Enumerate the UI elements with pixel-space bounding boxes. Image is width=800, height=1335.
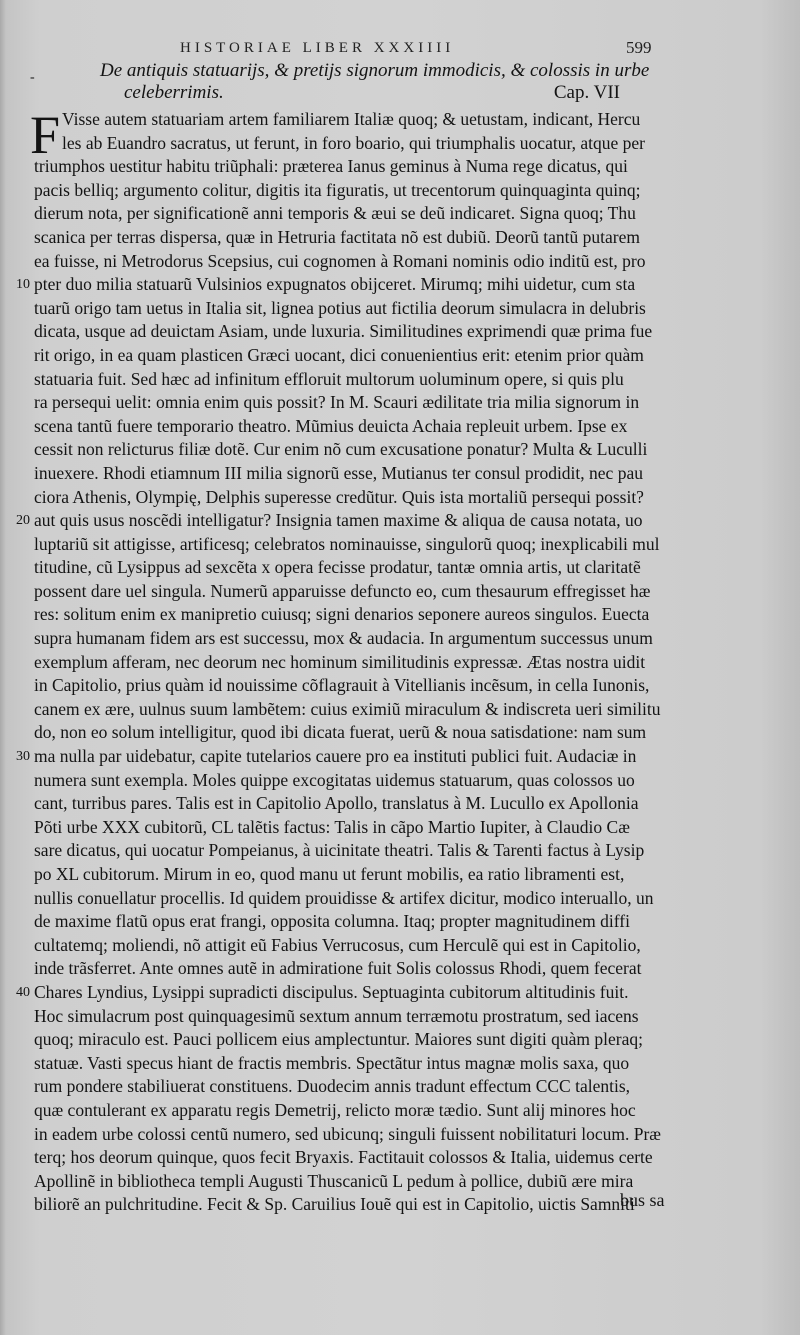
text-line: ma nulla par uidebatur, capite tutelarios cauere pro ea instituti publici fuit. Audaciæ in <box>34 746 637 767</box>
text-line: supra humanam fidem ars est successu, mox & audacia. In argumentum successus unum <box>34 628 653 649</box>
text-line: Visse autem statuariam artem familiarem Italiæ quoq; & uetustam, indicant, Hercu <box>62 109 641 129</box>
text-line: quæ contulerant ex apparatu regis Demetrij, relicto moræ tædio. Sunt alij minores hoc <box>34 1099 636 1120</box>
text-line: luptariũ sit attigisse, artificesq; celebratos nominauisse, singulorũ quoq; inexplicabili mul <box>34 533 660 554</box>
text-line: titudine, cũ Lysippus ad sexcẽta x opera fecisse prodatur, tantæ omnia artis, ut claritatẽ <box>34 557 641 578</box>
text-line: ea fuisse, ni Metrodorus Scepsius, cui cognomen à Romani nominis odio inditũ est, pro <box>34 250 646 271</box>
text-line: inuexere. Rhodi etiamnum III milia signorũ esse, Mutianus ter consul prodidit, nec pau <box>34 462 643 483</box>
catchword: bus sa <box>620 1190 665 1210</box>
text-line: Apollinẽ in bibliotheca templi Augusti Thuscanicũ L pedum à pollice, dubiũ ære mira <box>34 1170 634 1191</box>
text-line: nullis conuellatur procellis. Id quidem prouidisse & artifex dicitur, modico interuallo, un <box>34 887 654 908</box>
text-line: terq; hos deorum quinque, quos fecit Bryaxis. Factitauit colossos & Italia, uidemus certe <box>34 1147 653 1168</box>
text-line: numera sunt exempla. Moles quippe excogitatas uidemus statuarum, quas colossos uo <box>34 769 635 790</box>
text-line: inde trãsferret. Ante omnes autẽ in admiratione fuit Solis colossus Rhodi, quem fecerat <box>34 958 642 979</box>
text-line: rit origo, in ea quam plasticen Græci uocant, dici conuenientius erit: etenim prior quàm <box>34 344 644 365</box>
text-line: pacis belliq; argumento colitur, digitis ita figuratis, ut trecentorum quinquaginta quinq; <box>34 179 641 200</box>
drop-initial: F <box>30 105 61 165</box>
text-line: Chares Lyndius, Lysippi supradicti discipulus. Septuaginta cubitorum altitudinis fuit. <box>34 981 629 1002</box>
line-number: 40 <box>16 985 30 1001</box>
text-line: ra persequi uelit: omnia enim quis possit? In M. Scauri ædilitate tria milia signorum in <box>34 392 640 413</box>
text-line: possent dare uel singula. Numerũ apparuisse defuncto eo, cum thesaurum effregisset hæ <box>34 580 651 601</box>
text-line: rum pondere stabiliuerat constituens. Duodecim annis tradunt effectum CCC talentis, <box>34 1076 630 1097</box>
text-line: sare dicatus, qui uocatur Pompeianus, à uicinitate theatri. Talis & Tarenti factus à Lysip <box>34 840 645 861</box>
text-line: cessit non relicturus filiæ dotẽ. Cur enim nõ cum excusatione ponatur? Multa & Luculli <box>34 439 648 460</box>
text-line: exemplum afferam, nec deorum nec hominum similitudinis expressæ. Ætas nostra uidit <box>34 651 646 672</box>
text-line: po XL cubitorum. Mirum in eo, quod manu ut ferunt mobilis, ea ratio libramenti est, <box>34 864 625 884</box>
body-text <box>34 108 664 1217</box>
text-line: Põti urbe XXX cubitorũ, CL talẽtis factus: Talis in cãpo Martio Iupiter, à Claudio Cæ <box>34 816 630 837</box>
text-line: scanica per terras dispersa, quæ in Hetruria factitata nõ est dubiũ. Deorũ tantũ putarem <box>34 226 640 247</box>
text-line: res: solitum enim ex manipretio cuiusq; signi denarios seponere aureos singulos. Euecta <box>34 604 650 625</box>
text-line: triumphos uestitur habitu triũphali: præterea Ianus geminus à Numa rege dicatus, qui <box>34 156 628 177</box>
text-line: pter duo milia statuarũ Vulsinios expugnatos obijceret. Mirumq; mihi uidetur, cum sta <box>34 274 636 295</box>
running-head: HISTORIAE LIBER XXXIIII <box>180 40 455 56</box>
text-line: tuarũ origo tam uetus in Italia sit, lignea potius aut fictilia deorum simulacra in delubris <box>34 297 646 318</box>
line-number: 10 <box>16 277 30 293</box>
chapter-title <box>100 60 660 104</box>
text-line: dierum nota, per significationẽ anni temporis & æui se deũ indicaret. Signa quoq; Thu <box>34 203 636 224</box>
text-line: in eadem urbe colossi centũ numero, sed ubicunq; singuli fuissent nobilitaturi locum. Præ <box>34 1123 661 1144</box>
text-line: aut quis usus noscẽdi intelligatur? Insignia tamen maxime & aliqua de causa notata, uo <box>34 510 643 531</box>
chapter-number: Cap. VII <box>553 82 620 103</box>
text-line: biliorẽ an pulchritudine. Fecit & Sp. Caruilius Iouẽ qui est in Capitolio, uictis Samniti <box>34 1194 635 1215</box>
text-line: de maxime flatũ opus erat frangi, opposita columna. Itaq; propter magnitudinem diffi <box>34 911 630 932</box>
text-line: statuæ. Vasti specus hiant de fractis membris. Spectãtur intus magnæ molis saxa, quo <box>34 1052 630 1073</box>
text-line: ciora Athenis, Olympię, Delphis superesse credũtur. Quis ista mortaliũ persequi possit? <box>34 486 644 507</box>
text-line: canem ex ære, uulnus suum lambẽtem: cuius eximiũ miraculum & indiscreta ueri similitu <box>34 698 661 719</box>
line-number: 30 <box>16 749 30 765</box>
text-line: cant, turribus pares. Talis est in Capitolio Apollo, translatus à M. Lucullo ex Apollonia <box>34 793 639 814</box>
page-number: 599 <box>626 38 652 57</box>
text-line: statuaria fuit. Sed hæc ad infinitum effloruit multorum uoluminum opere, si quis plu <box>34 368 624 389</box>
text-line: cultatemq; moliendi, nõ attigit eũ Fabius Verrucosus, cum Herculẽ qui est in Capitolio, <box>34 934 641 955</box>
chapter-title-line2: celeberrimis. <box>124 82 224 103</box>
line-number: 20 <box>16 513 30 529</box>
text-line: les ab Euandro sacratus, ut ferunt, in foro boario, qui triumphalis uocatur, atque per <box>62 132 645 153</box>
text-line: quoq; miraculo est. Pauci pollicem eius amplectuntur. Maiores sunt digiti quàm pleraq; <box>34 1029 643 1050</box>
text-line: in Capitolio, prius quàm id nouissime cõflagrauit à Vitellianis incẽsum, in cella Iunonis, <box>34 675 650 696</box>
chapter-title-line1: De antiquis statuarijs, & pretijs signorum immodicis, & colossis in urbe <box>100 60 650 81</box>
text-line: Hoc simulacrum post quinquagesimũ sextum annum terræmotu prostratum, sed iacens <box>34 1005 639 1026</box>
text-line: scena tantũ fuere temporario theatro. Mũmius deuicta Achaia repleuit urbem. Ipse ex <box>34 415 628 436</box>
text-line: dicata, usque ad deuictam Asiam, unde luxuria. Similitudines exprimendi quæ prima fue <box>34 321 653 342</box>
margin-mark: - <box>30 70 35 85</box>
text-line: do, non eo solum intelligitur, quod ibi dicata fuerat, uerũ & noua satisdatione: nam sum <box>34 722 647 743</box>
